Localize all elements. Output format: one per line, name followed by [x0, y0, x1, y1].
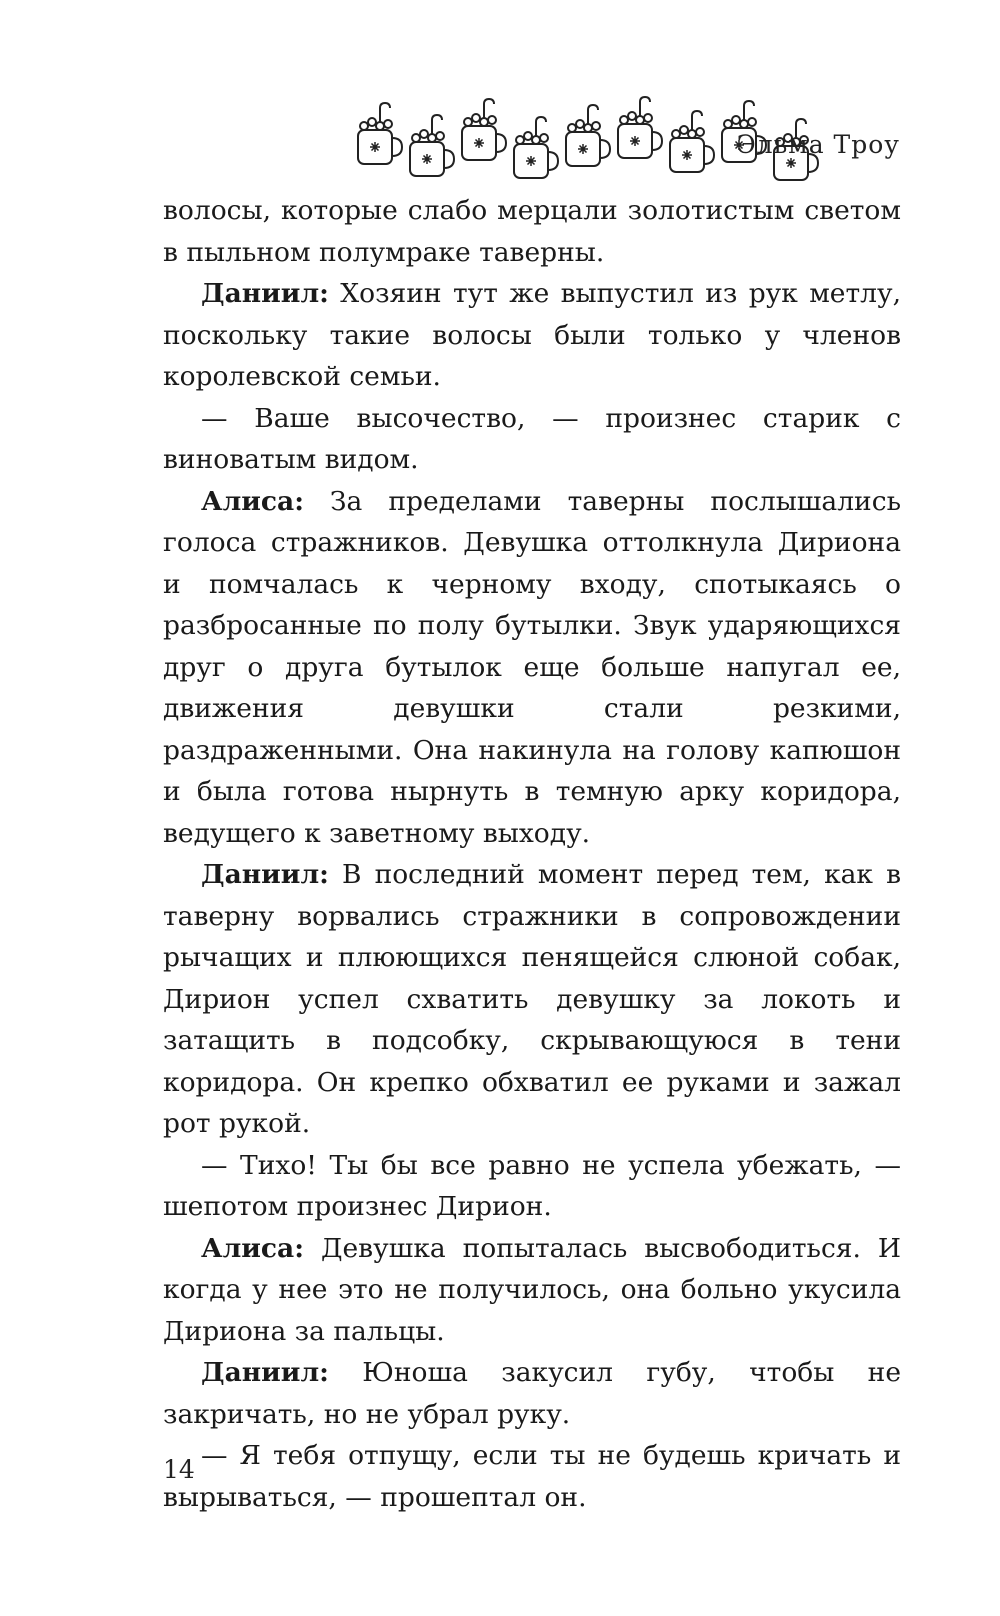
paragraph	[163, 1228, 901, 1353]
paragraph-text: — Тихо! Ты бы все равно не успела убежать, — шепотом произнес Дирион.	[163, 1149, 901, 1222]
cocoa-mug-icon	[350, 102, 406, 172]
paragraph-text: — Я тебя отпущу, если ты не будешь кричать и вырываться, — прошептал он.	[163, 1440, 901, 1513]
cocoa-mug-icon	[506, 116, 562, 186]
cocoa-mug-icon	[610, 96, 666, 166]
paragraph-text: За пределами таверны послышались голоса стражников. Девушка оттолкнула Дириона и помчалась к черному входу, спотыкаясь о разбросанные по полу бутылки. Звук ударяющихся друг о друга бутылок еще больше напугал ее, движения девушки стали резкими, раздраженными. Она накинула на голову капюшон и была готова нырнуть в темную арку коридора, ведущего к заветному выходу.	[163, 485, 901, 849]
paragraph-text: В последний момент перед тем, как в таверну ворвались стражники в сопровождении рычащих и плюющихся пенящейся слюной собак, Дирион успел схватить девушку за локоть и затащить в подсобку, скрывающуюся в тени коридора. Он крепко обхватил ее руками и зажал рот рукой.	[163, 859, 901, 1139]
cocoa-mug-icon	[454, 98, 510, 168]
paragraph	[163, 190, 901, 273]
speaker-label: Даниил:	[201, 1357, 329, 1388]
paragraph-text: волосы, которые слабо мерцали золотистым светом в пыльном полумраке таверны.	[163, 195, 901, 268]
paragraph	[163, 1435, 901, 1518]
speaker-label: Даниил:	[201, 278, 329, 309]
paragraph	[163, 854, 901, 1145]
speaker-label: Алиса:	[201, 485, 305, 517]
paragraph-text: Юноша закусил губу, чтобы не закричать, но не убрал руку.	[163, 1357, 901, 1430]
paragraph-text: Девушка попыталась высвободиться. И когда у нее это не получилось, она больно укусила Дириона за пальцы.	[163, 1232, 901, 1347]
cocoa-mug-icon	[662, 110, 718, 180]
paragraph	[163, 1145, 901, 1228]
running-head-author: Эльма Троу	[736, 130, 900, 159]
paragraph	[163, 481, 901, 855]
body-text	[163, 190, 901, 1518]
paragraph-text: Хозяин тут же выпустил из рук метлу, поскольку такие волосы были только у членов королевской семьи.	[163, 278, 901, 392]
paragraph	[163, 398, 901, 481]
page-number: 14	[163, 1455, 195, 1484]
paragraph-text: — Ваше высочество, — произнес старик с виноватым видом.	[163, 402, 901, 475]
speaker-label: Даниил:	[201, 859, 329, 890]
paragraph	[163, 1352, 901, 1435]
speaker-label: Алиса:	[201, 1232, 305, 1264]
cocoa-mug-icon	[558, 104, 614, 174]
cocoa-mug-icon	[402, 114, 458, 184]
paragraph	[163, 273, 901, 398]
